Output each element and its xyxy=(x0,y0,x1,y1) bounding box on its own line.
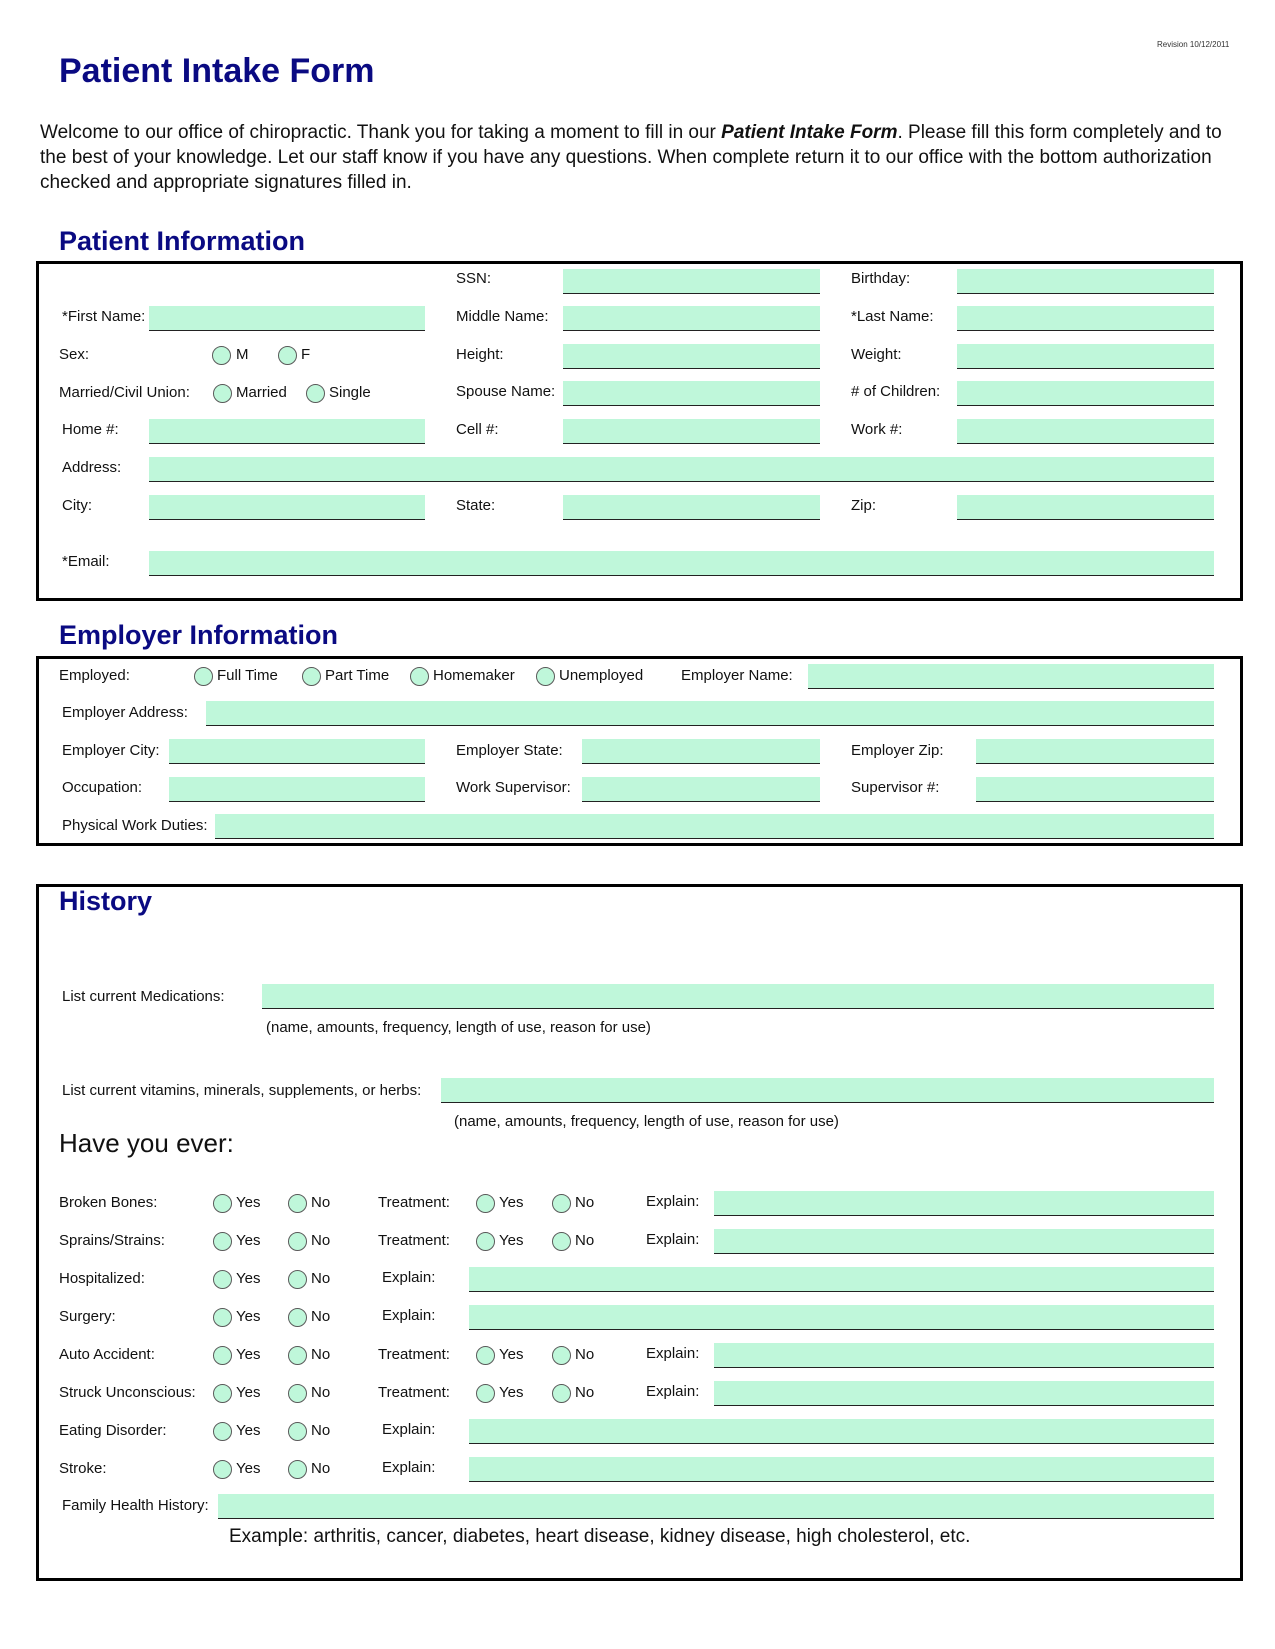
surgery-no-radio[interactable] xyxy=(288,1308,307,1327)
cell-phone-field[interactable] xyxy=(563,419,820,444)
full-time-label: Full Time xyxy=(217,667,278,684)
eating-disorder-explain-field[interactable] xyxy=(469,1419,1214,1444)
auto-accident-yes-radio[interactable] xyxy=(213,1346,232,1365)
last-name-field[interactable] xyxy=(957,306,1214,331)
single-option-label: Single xyxy=(329,384,371,401)
struck-unconscious-no-radio[interactable] xyxy=(288,1384,307,1403)
vitamins-field[interactable] xyxy=(441,1078,1214,1103)
struck-unconscious-yes-radio[interactable] xyxy=(213,1384,232,1403)
surgery-label: Surgery: xyxy=(59,1308,116,1325)
first-name-label: *First Name: xyxy=(62,308,146,325)
eating-disorder-label: Eating Disorder: xyxy=(59,1422,167,1439)
broken-bones-treatment-label: Treatment: xyxy=(378,1194,450,1211)
vitamins-label: List current vitamins, minerals, supplements, or herbs: xyxy=(62,1082,422,1099)
struck-unconscious-treatment-no-radio[interactable] xyxy=(552,1384,571,1403)
broken-bones-yes-label: Yes xyxy=(236,1194,261,1211)
weight-field[interactable] xyxy=(957,344,1214,369)
employer-address-field[interactable] xyxy=(206,701,1214,726)
full-time-radio[interactable] xyxy=(194,667,213,686)
part-time-radio[interactable] xyxy=(302,667,321,686)
height-field[interactable] xyxy=(563,344,820,369)
sprains-yes-radio[interactable] xyxy=(213,1232,232,1251)
have-you-ever-heading: Have you ever: xyxy=(59,1128,234,1158)
sprains-treatment-no-radio[interactable] xyxy=(552,1232,571,1251)
ssn-field[interactable] xyxy=(563,269,820,294)
stroke-label: Stroke: xyxy=(59,1460,107,1477)
surgery-explain-field[interactable] xyxy=(469,1305,1214,1330)
eating-disorder-no-radio[interactable] xyxy=(288,1422,307,1441)
broken-bones-no-label: No xyxy=(311,1194,331,1211)
state-label: State: xyxy=(456,497,496,514)
spouse-field[interactable] xyxy=(563,381,820,406)
surgery-yes-label: Yes xyxy=(236,1308,261,1325)
work-phone-field[interactable] xyxy=(957,419,1214,444)
state-field[interactable] xyxy=(563,495,820,520)
address-label: Address: xyxy=(62,459,122,476)
address-field[interactable] xyxy=(149,457,1214,482)
employer-city-label: Employer City: xyxy=(62,742,160,759)
auto-accident-no-label: No xyxy=(311,1346,331,1363)
hospitalized-no-radio[interactable] xyxy=(288,1270,307,1289)
auto-accident-explain-field[interactable] xyxy=(714,1343,1214,1368)
auto-accident-explain-label: Explain: xyxy=(646,1345,700,1362)
sprains-treatment-no-label: No xyxy=(575,1232,595,1249)
married-option-label: Married xyxy=(236,384,287,401)
hospitalized-yes-label: Yes xyxy=(236,1270,261,1287)
page-title: Patient Intake Form xyxy=(59,52,375,90)
hospitalized-label: Hospitalized: xyxy=(59,1270,145,1287)
unemployed-label: Unemployed xyxy=(559,667,644,684)
children-field[interactable] xyxy=(957,381,1214,406)
zip-label: Zip: xyxy=(851,497,877,514)
hospitalized-yes-radio[interactable] xyxy=(213,1270,232,1289)
sprains-no-label: No xyxy=(311,1232,331,1249)
broken-bones-treatment-no-label: No xyxy=(575,1194,595,1211)
sprains-treatment-yes-radio[interactable] xyxy=(476,1232,495,1251)
auto-accident-treatment-yes-radio[interactable] xyxy=(476,1346,495,1365)
stroke-yes-label: Yes xyxy=(236,1460,261,1477)
eating-disorder-no-label: No xyxy=(311,1422,331,1439)
intro-text-post: . Please fill this form completely and to the best of your knowledge. Let our staff know if you have any questions. When complete return it to our office with the bottom authorization checked and appropriate signatures filled in. xyxy=(40,122,1222,193)
auto-accident-label: Auto Accident: xyxy=(59,1346,155,1363)
weight-label: Weight: xyxy=(851,346,902,363)
patient-section-heading: Patient Information xyxy=(59,226,306,256)
employer-zip-field[interactable] xyxy=(976,739,1214,764)
struck-unconscious-treatment-yes-label: Yes xyxy=(499,1384,524,1401)
broken-bones-treatment-yes-radio[interactable] xyxy=(476,1194,495,1213)
work-supervisor-field[interactable] xyxy=(582,777,820,802)
sprains-treatment-label: Treatment: xyxy=(378,1232,450,1249)
unemployed-radio[interactable] xyxy=(536,667,555,686)
stroke-explain-label: Explain: xyxy=(382,1459,436,1476)
vitamins-hint: (name, amounts, frequency, length of use, reason for use) xyxy=(454,1113,839,1130)
broken-bones-explain-field[interactable] xyxy=(714,1191,1214,1216)
employer-name-field[interactable] xyxy=(808,664,1214,689)
auto-accident-no-radio[interactable] xyxy=(288,1346,307,1365)
intro-text-pre: Welcome to our office of chiropractic. Thank you for taking a moment to fill in our xyxy=(40,122,722,143)
auto-accident-yes-label: Yes xyxy=(236,1346,261,1363)
broken-bones-label: Broken Bones: xyxy=(59,1194,158,1211)
employer-name-label: Employer Name: xyxy=(681,667,793,684)
home-phone-label: Home #: xyxy=(62,421,119,438)
sex-m-label: M xyxy=(236,346,249,363)
single-radio[interactable] xyxy=(306,384,325,403)
employer-zip-label: Employer Zip: xyxy=(851,742,944,759)
sprains-yes-label: Yes xyxy=(236,1232,261,1249)
auto-accident-treatment-label: Treatment: xyxy=(378,1346,450,1363)
middle-name-field[interactable] xyxy=(563,306,820,331)
birthday-field[interactable] xyxy=(957,269,1214,294)
struck-unconscious-treatment-label: Treatment: xyxy=(378,1384,450,1401)
middle-name-label: Middle Name: xyxy=(456,308,549,325)
part-time-label: Part Time xyxy=(325,667,390,684)
auto-accident-treatment-no-radio[interactable] xyxy=(552,1346,571,1365)
intro-text-emph: Patient Intake Form xyxy=(721,122,898,143)
broken-bones-treatment-yes-label: Yes xyxy=(499,1194,524,1211)
intro-paragraph xyxy=(40,120,1240,195)
broken-bones-treatment-no-radio[interactable] xyxy=(552,1194,571,1213)
sex-m-radio[interactable] xyxy=(212,346,231,365)
sprains-label: Sprains/Strains: xyxy=(59,1232,165,1249)
sprains-treatment-yes-label: Yes xyxy=(499,1232,524,1249)
stroke-explain-field[interactable] xyxy=(469,1457,1214,1482)
employer-address-label: Employer Address: xyxy=(62,704,188,721)
broken-bones-no-radio[interactable] xyxy=(288,1194,307,1213)
stroke-no-label: No xyxy=(311,1460,331,1477)
medications-label: List current Medications: xyxy=(62,988,225,1005)
sex-f-radio[interactable] xyxy=(278,346,297,365)
married-radio[interactable] xyxy=(213,384,232,403)
sex-label: Sex: xyxy=(59,346,90,363)
email-label: *Email: xyxy=(62,553,110,570)
medications-hint: (name, amounts, frequency, length of use, reason for use) xyxy=(266,1019,651,1036)
struck-unconscious-explain-label: Explain: xyxy=(646,1383,700,1400)
home-phone-field[interactable] xyxy=(149,419,425,444)
eating-disorder-yes-radio[interactable] xyxy=(213,1422,232,1441)
zip-field[interactable] xyxy=(957,495,1214,520)
surgery-no-label: No xyxy=(311,1308,331,1325)
revision-date: Revision 10/12/2011 xyxy=(1157,40,1230,49)
work-duties-field[interactable] xyxy=(215,814,1214,839)
broken-bones-explain-label: Explain: xyxy=(646,1193,700,1210)
sprains-explain-label: Explain: xyxy=(646,1231,700,1248)
work-supervisor-label: Work Supervisor: xyxy=(456,779,571,796)
struck-unconscious-yes-label: Yes xyxy=(236,1384,261,1401)
homemaker-label: Homemaker xyxy=(433,667,515,684)
first-name-field[interactable] xyxy=(149,306,425,331)
last-name-label: *Last Name: xyxy=(851,308,934,325)
hospitalized-explain-field[interactable] xyxy=(469,1267,1214,1292)
broken-bones-yes-radio[interactable] xyxy=(213,1194,232,1213)
stroke-no-radio[interactable] xyxy=(288,1460,307,1479)
homemaker-radio[interactable] xyxy=(410,667,429,686)
city-field[interactable] xyxy=(149,495,425,520)
auto-accident-treatment-no-label: No xyxy=(575,1346,595,1363)
eating-disorder-yes-label: Yes xyxy=(236,1422,261,1439)
struck-unconscious-explain-field[interactable] xyxy=(714,1381,1214,1406)
cell-phone-label: Cell #: xyxy=(456,421,499,438)
ssn-label: SSN: xyxy=(456,270,492,287)
married-label: Married/Civil Union: xyxy=(59,384,190,401)
occupation-label: Occupation: xyxy=(62,779,143,796)
employer-state-label: Employer State: xyxy=(456,742,563,759)
work-phone-label: Work #: xyxy=(851,421,903,438)
surgery-explain-label: Explain: xyxy=(382,1307,436,1324)
spouse-label: Spouse Name: xyxy=(456,383,556,400)
employer-section-heading: Employer Information xyxy=(59,620,339,650)
employer-city-field[interactable] xyxy=(169,739,425,764)
struck-unconscious-treatment-no-label: No xyxy=(575,1384,595,1401)
sprains-explain-field[interactable] xyxy=(714,1229,1214,1254)
medications-field[interactable] xyxy=(262,984,1214,1009)
family-history-example: Example: arthritis, cancer, diabetes, heart disease, kidney disease, high cholesterol, etc. xyxy=(229,1526,971,1547)
supervisor-number-field[interactable] xyxy=(976,777,1214,802)
surgery-yes-radio[interactable] xyxy=(213,1308,232,1327)
hospitalized-explain-label: Explain: xyxy=(382,1269,436,1286)
auto-accident-treatment-yes-label: Yes xyxy=(499,1346,524,1363)
sex-f-label: F xyxy=(301,346,311,363)
struck-unconscious-treatment-yes-radio[interactable] xyxy=(476,1384,495,1403)
stroke-yes-radio[interactable] xyxy=(213,1460,232,1479)
sprains-no-radio[interactable] xyxy=(288,1232,307,1251)
struck-unconscious-label: Struck Unconscious: xyxy=(59,1384,196,1401)
family-history-label: Family Health History: xyxy=(62,1497,209,1514)
work-duties-label: Physical Work Duties: xyxy=(62,817,208,834)
occupation-field[interactable] xyxy=(169,777,425,802)
struck-unconscious-no-label: No xyxy=(311,1384,331,1401)
employer-state-field[interactable] xyxy=(582,739,820,764)
employed-label: Employed: xyxy=(59,667,130,684)
hospitalized-no-label: No xyxy=(311,1270,331,1287)
email-field[interactable] xyxy=(149,551,1214,576)
city-label: City: xyxy=(62,497,92,514)
supervisor-number-label: Supervisor #: xyxy=(851,779,940,796)
history-section-heading: History xyxy=(59,886,153,916)
birthday-label: Birthday: xyxy=(851,270,911,287)
height-label: Height: xyxy=(456,346,504,363)
family-history-field[interactable] xyxy=(218,1494,1214,1519)
eating-disorder-explain-label: Explain: xyxy=(382,1421,436,1438)
children-label: # of Children: xyxy=(851,383,941,400)
